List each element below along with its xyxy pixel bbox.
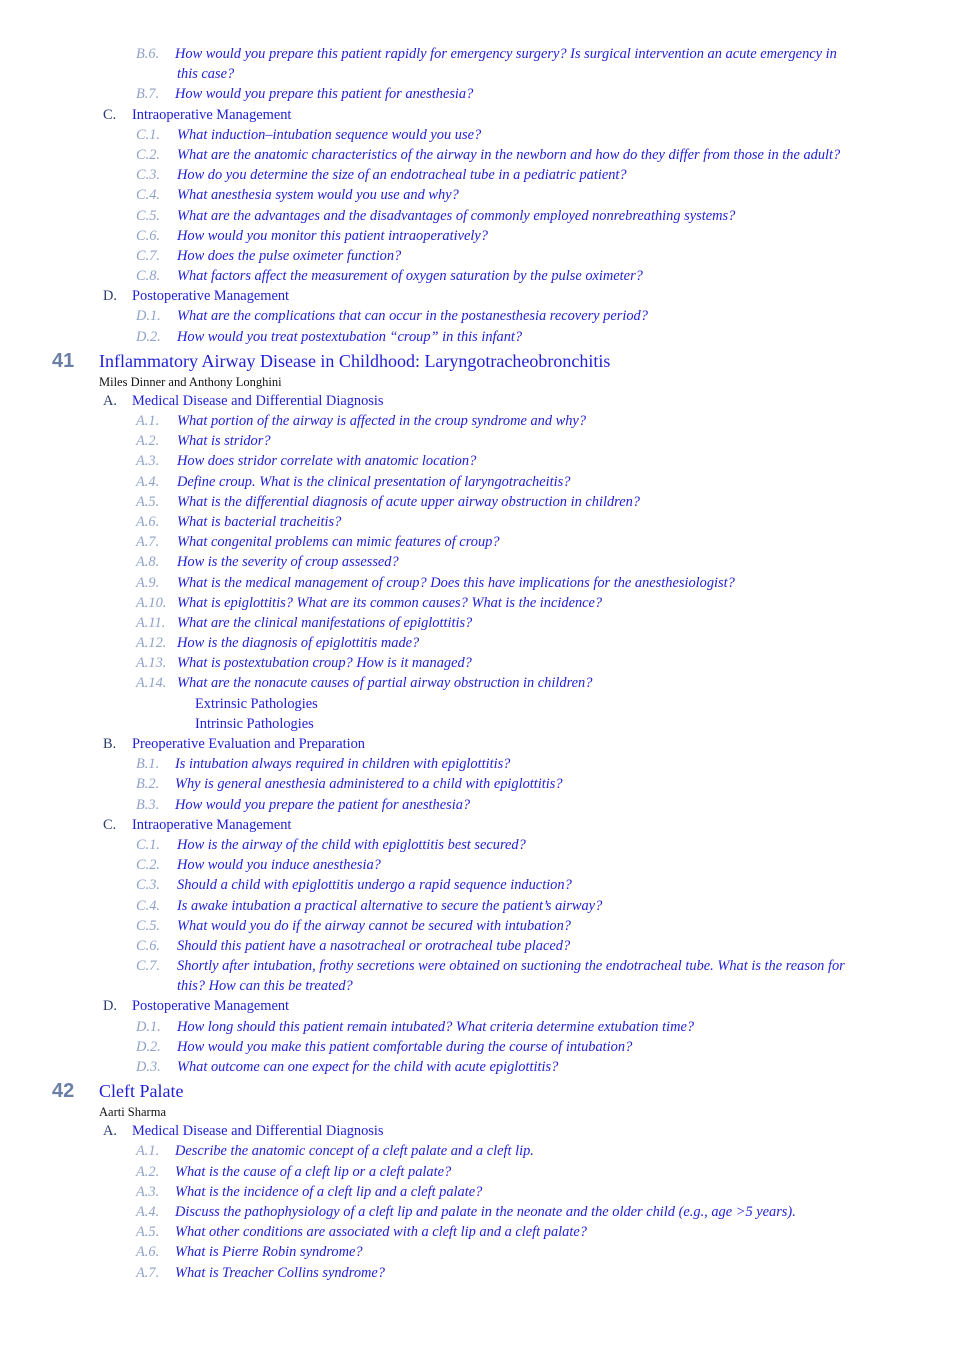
toc-question[interactable] [0, 1141, 953, 1161]
question-number: A.3. [136, 1183, 160, 1200]
toc-question[interactable] [0, 1263, 953, 1283]
question-number: B.1. [136, 756, 160, 773]
toc-question[interactable] [0, 512, 953, 532]
question-text[interactable]: What is the incidence of a cleft lip and a cleft palate? [175, 1183, 483, 1200]
section-title[interactable]: Preoperative Evaluation and Preparation [132, 736, 365, 752]
question-text[interactable]: How does stridor correlate with anatomic location? [177, 453, 477, 470]
question-number: D.3. [136, 1059, 161, 1075]
question-number: C.7. [136, 958, 160, 975]
question-number: A.6. [136, 1244, 160, 1261]
question-text[interactable]: What induction–intubation sequence would you use? [177, 126, 482, 143]
question-text[interactable]: How is the airway of the child with epiglottitis best secured? [177, 836, 526, 853]
section-heading-medical-disease[interactable] [0, 391, 953, 411]
toc-question[interactable] [0, 327, 953, 347]
toc-question[interactable] [0, 552, 953, 572]
question-text[interactable]: Why is general anesthesia administered to a child with epiglottitis? [175, 776, 563, 793]
toc-question[interactable] [0, 206, 953, 226]
question-number: A.7. [136, 1264, 160, 1281]
question-number: A.8. [136, 554, 160, 571]
question-number: A.2. [136, 1163, 160, 1180]
question-number: C.8. [136, 268, 160, 285]
question-number: C.3. [136, 877, 160, 894]
subitem-extrinsic-pathologies[interactable]: Extrinsic Pathologies [195, 695, 318, 712]
question-number: B.7. [136, 86, 160, 103]
section-title[interactable]: Postoperative Management [132, 288, 290, 305]
question-text[interactable]: What other conditions are associated with a cleft lip and a cleft palate? [175, 1224, 587, 1241]
question-text[interactable]: What would you do if the airway cannot be secured with intubation? [177, 917, 571, 934]
toc-question[interactable] [0, 246, 953, 266]
toc-question[interactable] [0, 673, 953, 693]
toc-question-b6[interactable] [0, 44, 953, 64]
toc-question[interactable] [0, 1222, 953, 1242]
chapter-number: 41 [52, 349, 75, 372]
toc-question[interactable] [0, 492, 953, 512]
question-number: A.13. [136, 655, 167, 672]
question-number: D.2. [136, 1038, 161, 1055]
question-text[interactable]: How would you prepare this patient for anesthesia? [175, 86, 474, 103]
toc-question[interactable] [0, 633, 953, 653]
toc-page [0, 44, 953, 1283]
question-text[interactable]: What is the medical management of croup? Does this have implications for the anesthesiologist? [177, 574, 735, 591]
chapter-number: 42 [52, 1080, 75, 1103]
chapter-authors: Miles Dinner and Anthony Longhini [99, 374, 282, 389]
section-letter: D. [103, 288, 117, 305]
toc-question[interactable] [0, 411, 953, 431]
question-text[interactable]: What outcome can one expect for the child with acute epiglottitis? [177, 1059, 559, 1075]
question-text[interactable]: Discuss the pathophysiology of a cleft lip and palate in the neonate and the older child (e.g., age >5 years). [175, 1203, 796, 1220]
chapter-heading-42[interactable] [0, 1079, 953, 1103]
question-text[interactable]: What portion of the airway is affected in the croup syndrome and why? [177, 413, 587, 429]
toc-question-b7[interactable] [0, 84, 953, 104]
question-number: A.4. [136, 1203, 160, 1220]
toc-question[interactable] [0, 1202, 953, 1222]
question-text[interactable]: What is the cause of a cleft lip or a cleft palate? [175, 1163, 452, 1180]
question-number: A.5. [136, 493, 160, 510]
section-title[interactable]: Medical Disease and Differential Diagnosis [132, 392, 384, 409]
subitem-intrinsic-pathologies[interactable]: Intrinsic Pathologies [195, 715, 314, 732]
toc-question[interactable] [0, 613, 953, 633]
question-text[interactable]: Should this patient have a nasotracheal or orotracheal tube placed? [177, 937, 571, 954]
toc-question[interactable] [0, 1037, 953, 1057]
toc-question[interactable] [0, 165, 953, 185]
question-number: B.3. [136, 796, 160, 813]
question-text[interactable]: What are the clinical manifestations of epiglottitis? [177, 614, 473, 631]
question-text[interactable]: What are the nonacute causes of partial airway obstruction in children? [177, 675, 593, 692]
question-text[interactable]: How would you monitor this patient intraoperatively? [177, 227, 488, 244]
question-text[interactable]: What factors affect the measurement of oxygen saturation by the pulse oximeter? [177, 268, 643, 285]
chapter-authors: Aarti Sharma [99, 1105, 166, 1120]
toc-question[interactable] [0, 855, 953, 875]
toc-question[interactable] [0, 266, 953, 286]
question-number: B.2. [136, 776, 160, 793]
toc-question[interactable] [0, 936, 953, 956]
toc-question[interactable] [0, 573, 953, 593]
question-number: D.2. [136, 328, 161, 345]
question-number: D.1. [136, 1018, 161, 1035]
question-text[interactable]: Is intubation always required in children with epiglottitis? [175, 756, 511, 773]
question-text[interactable]: How would you make this patient comfortable during the course of intubation? [177, 1038, 633, 1055]
section-letter: C. [103, 816, 117, 833]
question-number: A.4. [136, 473, 160, 490]
toc-question[interactable] [0, 774, 953, 794]
question-number: A.9. [136, 574, 160, 591]
question-text[interactable]: What is Pierre Robin syndrome? [175, 1244, 363, 1261]
question-text[interactable]: What is postextubation croup? How is it managed? [177, 655, 472, 672]
question-text[interactable]: How do you determine the size of an endotracheal tube in a pediatric patient? [177, 167, 627, 184]
question-number: C.2. [136, 146, 160, 163]
question-number: C.1. [136, 126, 160, 143]
toc-question[interactable] [0, 472, 953, 492]
question-text[interactable]: How is the severity of croup assessed? [177, 554, 399, 571]
toc-question[interactable] [0, 875, 953, 895]
question-number: C.6. [136, 227, 160, 244]
toc-question[interactable] [0, 185, 953, 205]
question-text[interactable]: Should a child with epiglottitis undergo a rapid sequence induction? [177, 877, 572, 894]
question-text[interactable]: Describe the anatomic concept of a cleft palate and a cleft lip. [175, 1143, 534, 1160]
section-heading-intraoperative[interactable] [0, 815, 953, 835]
toc-question[interactable] [0, 916, 953, 936]
toc-question[interactable] [0, 1162, 953, 1182]
section-title[interactable]: Medical Disease and Differential Diagnosis [132, 1123, 384, 1140]
toc-question[interactable] [0, 835, 953, 855]
question-number: A.14. [136, 675, 167, 692]
section-heading-medical-disease[interactable] [0, 1121, 953, 1141]
question-number: A.12. [136, 635, 167, 652]
question-text[interactable]: What is the differential diagnosis of acute upper airway obstruction in children? [177, 493, 640, 510]
toc-question[interactable] [0, 532, 953, 552]
question-number: C.3. [136, 167, 160, 184]
toc-question[interactable] [0, 754, 953, 774]
question-text[interactable]: How would you prepare the patient for anesthesia? [175, 796, 471, 813]
toc-question[interactable] [0, 956, 953, 976]
question-number: C.5. [136, 207, 160, 224]
section-letter: A. [103, 392, 117, 409]
question-text[interactable]: How would you induce anesthesia? [177, 857, 381, 874]
toc-question[interactable] [0, 431, 953, 451]
question-number: A.7. [136, 534, 160, 551]
toc-question[interactable] [0, 1057, 953, 1077]
question-text[interactable]: How long should this patient remain intubated? What criteria determine extubation time? [177, 1018, 695, 1035]
question-text-continued[interactable]: this? How can this be treated? [177, 978, 353, 995]
question-number: A.10. [136, 594, 167, 611]
question-text[interactable]: How does the pulse oximeter function? [177, 247, 402, 264]
toc-question[interactable] [0, 226, 953, 246]
question-text[interactable]: How would you prepare this patient rapidly for emergency surgery? Is surgical intervention an acute emergency in [175, 46, 837, 62]
question-number: C.2. [136, 857, 160, 874]
section-heading-preoperative[interactable] [0, 734, 953, 754]
section-letter: C. [103, 106, 117, 123]
question-number: A.1. [136, 1143, 160, 1160]
section-title[interactable]: Postoperative Management [132, 998, 290, 1015]
chapter-heading-41[interactable] [0, 349, 953, 373]
toc-question[interactable] [0, 125, 953, 145]
question-text[interactable]: How would you treat postextubation “croup” in this infant? [177, 328, 523, 345]
section-heading-intraoperative[interactable] [0, 105, 953, 125]
toc-question[interactable] [0, 653, 953, 673]
question-number: D.1. [136, 308, 161, 325]
question-text[interactable]: What is stridor? [177, 433, 271, 450]
question-number: C.5. [136, 917, 160, 934]
toc-question[interactable] [0, 1242, 953, 1262]
section-letter: D. [103, 998, 117, 1015]
chapter-title[interactable]: Inflammatory Airway Disease in Childhood: Laryngotracheobronchitis [99, 350, 611, 371]
question-text[interactable]: What is bacterial tracheitis? [177, 513, 342, 530]
question-text[interactable]: What is epiglottitis? What are its common causes? What is the incidence? [177, 594, 603, 611]
question-text[interactable]: What are the anatomic characteristics of the airway in the newborn and how do they differ from those in the adult? [177, 146, 841, 163]
question-text[interactable]: What congenital problems can mimic features of croup? [177, 534, 500, 551]
section-heading-postoperative[interactable] [0, 286, 953, 306]
question-number: A.1. [136, 413, 160, 429]
chapter-title[interactable]: Cleft Palate [99, 1081, 184, 1102]
question-text[interactable]: What are the advantages and the disadvantages of commonly employed nonrebreathing systems? [177, 207, 736, 224]
toc-question[interactable] [0, 1182, 953, 1202]
section-letter: B. [103, 736, 117, 752]
question-text[interactable]: What are the complications that can occur in the postanesthesia recovery period? [177, 308, 648, 325]
section-letter: A. [103, 1123, 117, 1140]
toc-question[interactable] [0, 451, 953, 471]
question-text[interactable]: Define croup. What is the clinical presentation of laryngotracheitis? [177, 473, 571, 490]
section-title[interactable]: Intraoperative Management [132, 816, 292, 833]
question-number: C.7. [136, 247, 160, 264]
section-title[interactable]: Intraoperative Management [132, 106, 292, 123]
question-number: B.6. [136, 46, 160, 62]
toc-question[interactable] [0, 145, 953, 165]
section-heading-postoperative[interactable] [0, 996, 953, 1016]
question-text[interactable]: Shortly after intubation, frothy secretions were obtained on suctioning the endotracheal tube. What is the reason for [177, 958, 845, 975]
question-text[interactable]: What anesthesia system would you use and why? [177, 187, 459, 204]
toc-question[interactable] [0, 1017, 953, 1037]
question-text[interactable]: What is Treacher Collins syndrome? [175, 1264, 385, 1281]
toc-question[interactable] [0, 795, 953, 815]
question-number: A.5. [136, 1224, 160, 1241]
question-number: C.4. [136, 187, 160, 204]
question-number: A.3. [136, 453, 160, 470]
toc-question[interactable] [0, 896, 953, 916]
toc-question[interactable] [0, 306, 953, 326]
toc-question[interactable] [0, 593, 953, 613]
question-number: A.11. [136, 614, 166, 631]
question-number: C.1. [136, 836, 160, 853]
question-text[interactable]: Is awake intubation a practical alternative to secure the patient’s airway? [177, 897, 603, 914]
question-text[interactable]: How is the diagnosis of epiglottitis made? [177, 635, 420, 652]
question-text-continued[interactable]: this case? [177, 66, 235, 83]
question-number: A.6. [136, 513, 160, 530]
question-number: C.6. [136, 937, 160, 954]
question-number: C.4. [136, 897, 160, 914]
question-number: A.2. [136, 433, 160, 450]
